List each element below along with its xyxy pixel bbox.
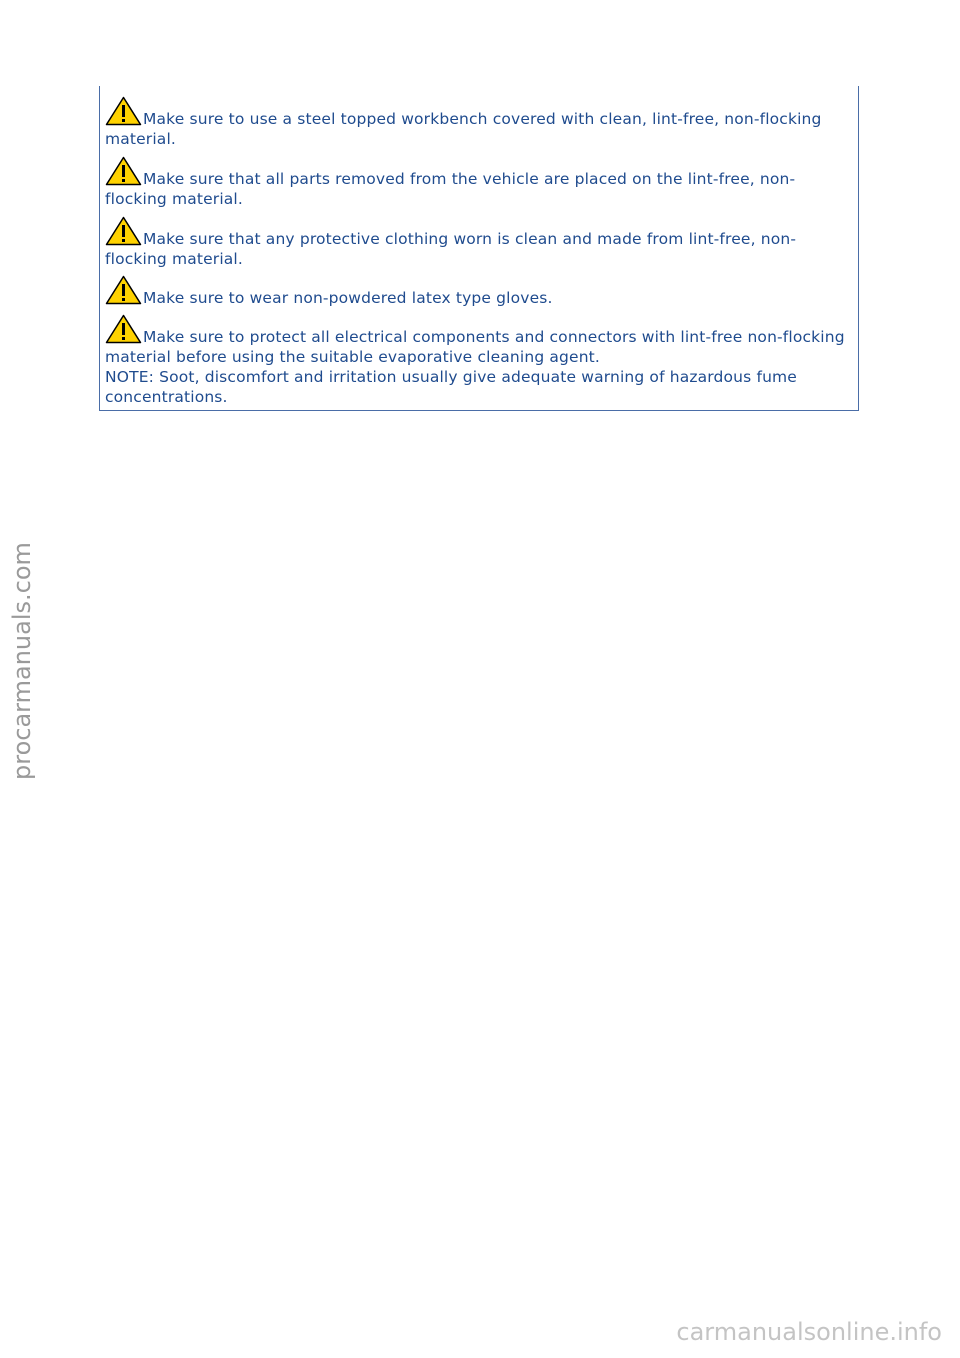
warning-triangle-icon xyxy=(105,275,142,305)
warning-text: Make sure that all parts removed from the vehicle are placed on the lint-free, non-flocking material. xyxy=(105,170,796,208)
warning-item xyxy=(105,96,850,149)
warning-box xyxy=(99,86,859,411)
warning-item xyxy=(105,216,850,269)
note-text: NOTE: Soot, discomfort and irritation usually give adequate warning of hazardous fume concentrations. xyxy=(105,368,797,406)
warning-item xyxy=(105,275,850,309)
warning-triangle-icon xyxy=(105,216,142,246)
warning-triangle-icon xyxy=(105,156,142,186)
warning-item xyxy=(105,156,850,209)
warning-triangle-icon xyxy=(105,314,142,344)
warning-triangle-icon xyxy=(105,96,142,126)
warning-text: Make sure that any protective clothing worn is clean and made from lint-free, non-flocking material. xyxy=(105,230,797,268)
warning-item xyxy=(105,314,850,367)
warning-text: Make sure to wear non-powdered latex type gloves. xyxy=(143,289,553,307)
watermark-bottom: carmanualsonline.info xyxy=(676,1318,942,1346)
warning-text: Make sure to protect all electrical components and connectors with lint-free non-flocking material before using the suitable evaporative cleaning agent. xyxy=(105,328,845,366)
warning-text: Make sure to use a steel topped workbench covered with clean, lint-free, non-flocking material. xyxy=(105,110,822,148)
watermark-side: procarmanuals.com xyxy=(8,542,36,780)
